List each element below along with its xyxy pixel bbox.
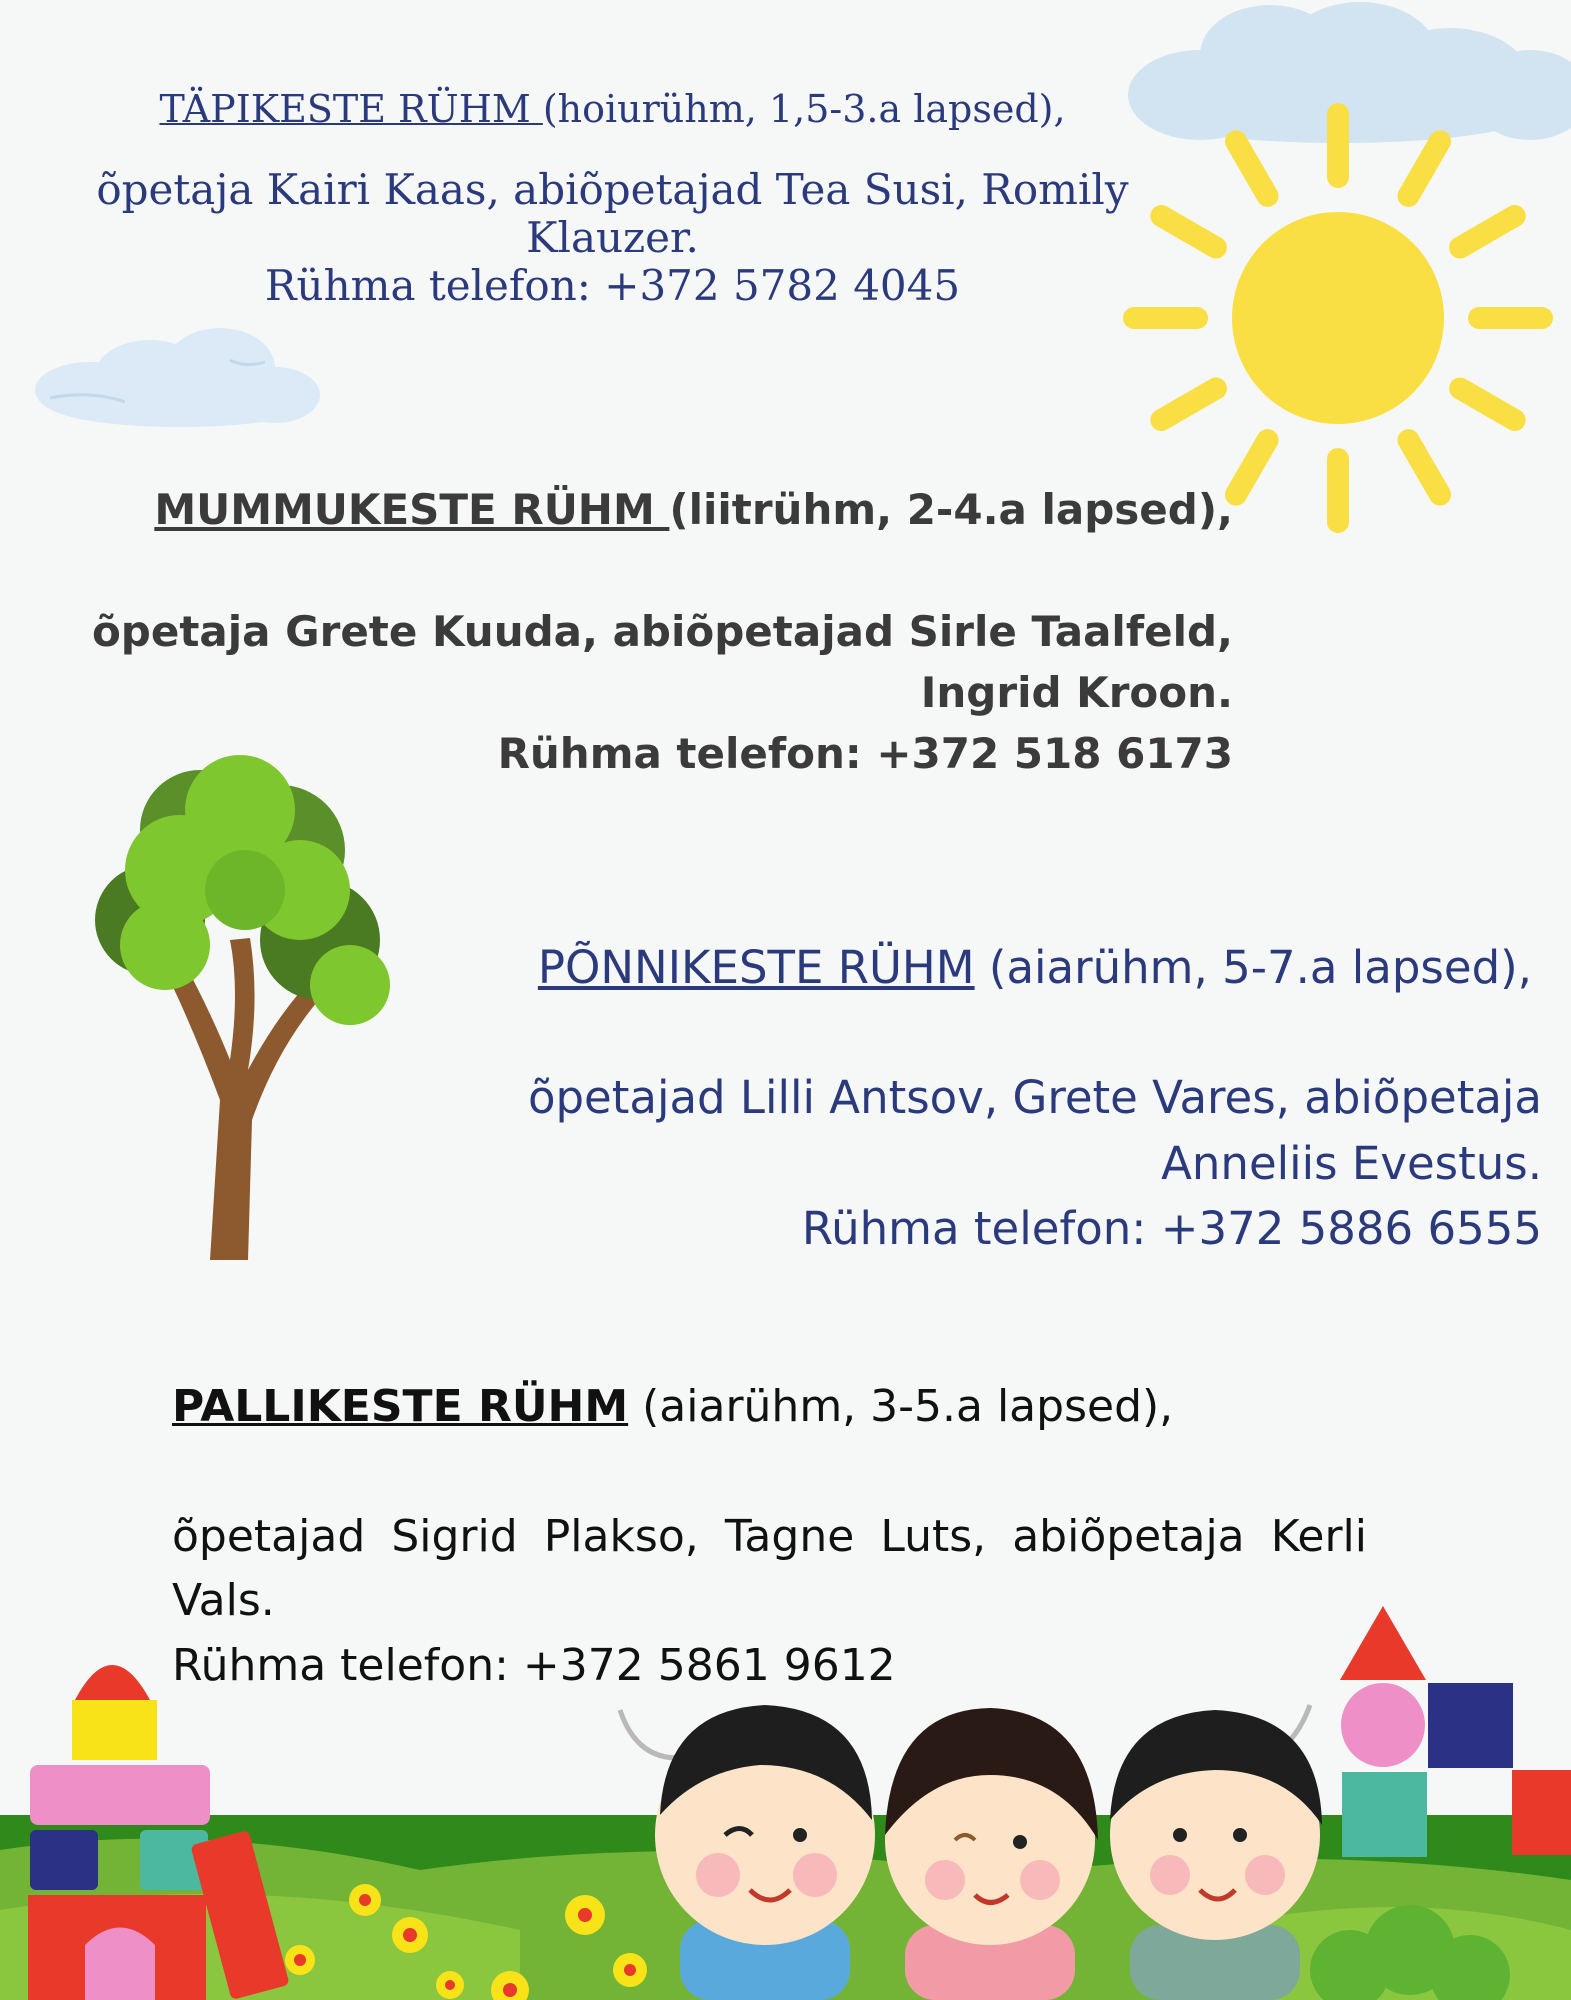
group-ponnikeste xyxy=(520,935,1542,1261)
children-icon xyxy=(620,1705,1322,2000)
group-mummukeste xyxy=(25,480,1233,785)
group-name: TÄPIKESTE RÜHM xyxy=(159,87,543,131)
group-pallikeste xyxy=(172,1375,1367,1699)
group-staff: õpetaja Grete Kuuda, abiõpetajad Sirle Taalfeld, Ingrid Kroon. xyxy=(91,606,1233,717)
group-staff: õpetajad Lilli Antsov, Grete Vares, abiõpetaja Anneliis Evestus. xyxy=(527,1071,1542,1190)
group-phone: Rühma telefon: +372 5886 6555 xyxy=(801,1201,1542,1255)
group-title-line xyxy=(520,935,1542,1000)
cloud-left-icon xyxy=(30,320,325,435)
group-title-line xyxy=(172,1375,1367,1440)
group-staff: õpetaja Kairi Kaas, abiõpetajad Tea Susi, Romily Klauzer. xyxy=(96,164,1129,262)
group-type: (aiarühm, 5-7.a lapsed), xyxy=(974,941,1532,994)
group-name: PÕNNIKESTE RÜHM xyxy=(537,941,975,994)
group-staff: õpetajad Sigrid Plakso, Tagne Luts, abiõpetaja Kerli Vals. xyxy=(172,1510,1367,1627)
group-phone: Rühma telefon: +372 518 6173 xyxy=(497,728,1233,778)
group-phone: Rühma telefon: +372 5782 4045 xyxy=(264,261,961,311)
group-title-line xyxy=(25,480,1233,541)
group-type: (liitrühm, 2-4.a lapsed), xyxy=(669,485,1233,534)
group-phone: Rühma telefon: +372 5861 9612 xyxy=(172,1640,896,1692)
group-type: (aiarühm, 3-5.a lapsed), xyxy=(628,1381,1174,1432)
group-tapikeste xyxy=(85,88,1140,311)
group-name: PALLIKESTE RÜHM xyxy=(172,1381,629,1432)
tree-icon xyxy=(70,740,410,1260)
group-title-line xyxy=(85,88,1140,132)
group-name: MUMMUKESTE RÜHM xyxy=(154,485,670,534)
group-type: (hoiurühm, 1,5-3.a lapsed), xyxy=(542,87,1066,131)
